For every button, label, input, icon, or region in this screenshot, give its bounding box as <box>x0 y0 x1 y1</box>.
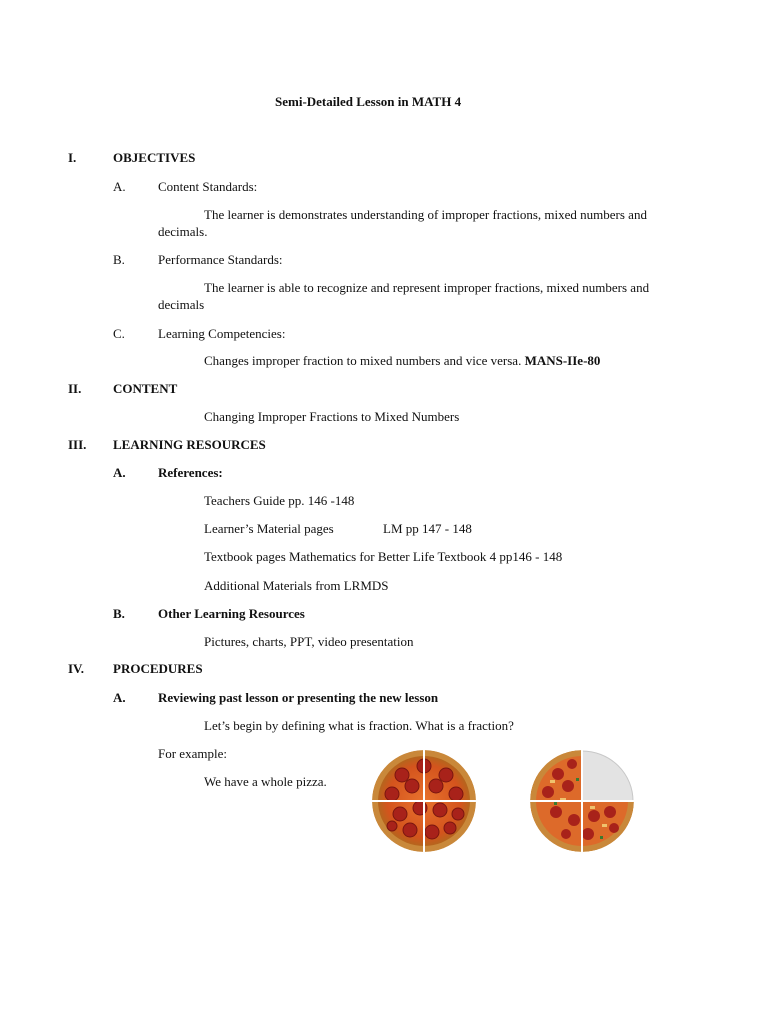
whole-pizza-image <box>372 750 476 852</box>
performance-standards-text: The learner is able to recognize and represent improper fractions, mixed numbers and <box>204 280 650 295</box>
item-letter-a: A. <box>113 179 126 194</box>
other-resources-label: Other Learning Resources <box>158 606 305 621</box>
section-number-content: II. <box>68 381 82 396</box>
other-resources-text: Pictures, charts, PPT, video presentation <box>204 634 414 649</box>
reference-textbook: Textbook pages Mathematics for Better Life Textbook 4 pp146 - 148 <box>204 549 563 564</box>
section-number-objectives: I. <box>68 150 77 165</box>
references-label: References: <box>158 465 223 480</box>
procedure-example-label: For example: <box>158 746 227 761</box>
procedure-fraction-question: Let’s begin by defining what is fraction. What is a fraction? <box>204 718 514 733</box>
resources-letter-a: A. <box>113 465 126 480</box>
reference-additional-materials: Additional Materials from LRMDS <box>204 578 389 593</box>
procedures-letter-a: A. <box>113 690 126 705</box>
content-standards-text: The learner is demonstrates understanding of improper fractions, mixed numbers and <box>204 207 647 222</box>
resources-letter-b: B. <box>113 606 125 621</box>
item-letter-c: C. <box>113 326 125 341</box>
section-number-procedures: IV. <box>68 661 85 676</box>
content-standards-text-cont: decimals. <box>158 224 208 239</box>
section-heading-content: CONTENT <box>113 381 178 396</box>
section-heading-objectives: OBJECTIVES <box>113 150 196 165</box>
content-topic: Changing Improper Fractions to Mixed Numbers <box>204 409 460 424</box>
section-heading-resources: LEARNING RESOURCES <box>113 437 266 452</box>
three-quarter-pizza-image <box>530 750 634 852</box>
learning-competencies-text <box>204 353 600 369</box>
item-letter-b: B. <box>113 252 125 267</box>
reference-teachers-guide: Teachers Guide pp. 146 -148 <box>204 493 355 508</box>
section-number-resources: III. <box>68 437 87 452</box>
reference-learners-material-label: Learner’s Material pages <box>204 521 334 536</box>
content-standards-label: Content Standards: <box>158 179 258 194</box>
performance-standards-label: Performance Standards: <box>158 252 283 267</box>
procedure-whole-pizza-text: We have a whole pizza. <box>204 774 327 789</box>
section-heading-procedures: PROCEDURES <box>113 661 203 676</box>
competency-description: Changes improper fraction to mixed numbers and vice versa. <box>204 353 522 368</box>
document-title: Semi-Detailed Lesson in MATH 4 <box>275 94 462 109</box>
reference-learners-material-value: LM pp 147 - 148 <box>383 521 472 536</box>
learning-competencies-label: Learning Competencies: <box>158 326 286 341</box>
performance-standards-text-cont: decimals <box>158 297 205 312</box>
competency-code: MANS-IIe-80 <box>524 353 601 368</box>
procedure-review-label: Reviewing past lesson or presenting the new lesson <box>158 690 439 705</box>
